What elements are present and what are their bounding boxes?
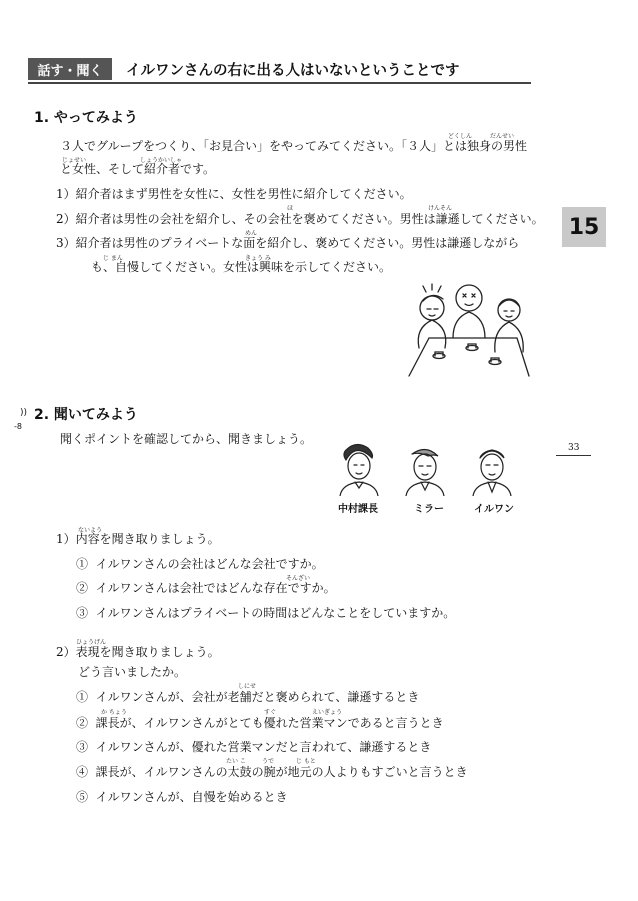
ruby-taiko: たい こ [226,758,246,765]
ruby-kyoumi: きょう み [245,255,271,262]
item-marker: ① [76,557,89,571]
page-number-rule [556,455,591,456]
track-number: -8 [14,422,22,431]
q2-item-5 [76,790,288,804]
character-label-miller: ミラー [414,504,444,515]
item-number: 2） [56,212,76,226]
item-marker: ① [76,690,89,704]
page-title: イルワンさんの右に出る人はいないということです [126,63,460,79]
item-text: イルワンさんが、自慢を始めるとき [95,790,288,804]
item-text: 紹介者は男性の会社を紹介し、その会社を褒めてください。男性は謙遜してください。 [75,212,544,226]
ruby-ho: ほ [287,205,294,212]
item-marker: ③ [76,606,89,620]
item-text: イルワンさんが、会社が老舗だと褒められて、謙遜するとき [95,690,420,704]
q1-item-3 [76,606,455,620]
ruby-eigyou: えいぎょう [312,709,343,716]
item-marker: ③ [76,740,89,754]
question-text: 表現を聞き取りましょう。 [75,645,220,659]
ruby-ude: うで [262,758,275,765]
item-text: 課長が、イルワンさんの太鼓の腕が地元の人よりもすごいと言うとき [95,765,468,779]
question-text: 内容を聞き取りましょう。 [75,532,220,546]
item-text: 課長が、イルワンさんがとても優れた営業マンであると言うとき [95,716,444,730]
item-number: 3） [56,236,76,250]
section1-heading: 1. やってみよう [34,110,138,126]
character-portraits [330,440,528,496]
ruby-sonzai: そんざい [286,575,311,582]
item-marker: ② [76,716,89,730]
item-marker: ④ [76,765,89,779]
q2-item-2 [76,716,444,730]
q1-item-2 [76,581,336,595]
section1-item-1 [56,187,412,201]
q2-item-1 [76,690,419,704]
item-marker: ② [76,581,89,595]
ruby-jiman: じ まん [103,255,123,262]
ruby-sugu: すぐ [264,709,277,716]
header-label: 話す・聞く [28,58,112,80]
section2-instruction: 聞くポイントを確認してから、聞きましょう。 [60,432,313,446]
question-1 [56,532,220,546]
question-2 [56,645,220,659]
item-text: イルワンさんの会社はどんな会社ですか。 [95,557,324,571]
meeting-illustration [405,276,533,386]
item-marker: ⑤ [76,790,89,804]
ruby-men: めん [245,230,258,237]
item-text: イルワンさんが、優れた営業マンだと言われて、謙遜するとき [95,740,432,754]
question-number: 2） [56,645,76,659]
ruby-josei: じょせい [62,157,87,164]
ruby-shinise: しにせ [238,683,257,690]
audio-icon: )) [20,408,28,418]
section1-item-2 [56,212,544,226]
ruby-dokushin: どくしん [448,133,473,140]
q2-item-3 [76,740,431,754]
question-number: 1） [56,532,76,546]
section1-item-3-continued: も、自慢してください。女性は興味を示してください。 [91,260,392,274]
ruby-kenson: けんそん [428,205,453,212]
section1-intro-line1: ３人でグループをつくり、「お見合い」をやってみてください。「３人」とは独身の男性 [60,139,528,153]
ruby-naiyou: ないよう [78,527,103,534]
item-number: 1） [56,187,76,201]
item-text: イルワンさんは会社ではどんな存在ですか。 [95,581,336,595]
section1-intro-line2: と女性、そして紹介者です。 [60,162,216,176]
item-text: 紹介者はまず男性を女性に、女性を男性に紹介してください。 [75,187,412,201]
section1-item-3 [56,236,519,250]
character-label-nakamura: 中村課長 [338,504,378,515]
header-bar [28,56,531,84]
unit-number-tab: 15 [562,207,606,247]
item-text: イルワンさんはプライベートの時間はどんなことをしていますか。 [95,606,456,620]
section2-heading: 2. 聞いてみよう [34,407,138,423]
ruby-shoukaisha: しょうかいしゃ [140,157,183,164]
ruby-hyougen: ひょうげん [76,639,107,646]
ruby-jimoto: じ もと [296,758,316,765]
character-label-irwan: イルワン [474,504,514,515]
q1-item-1 [76,557,324,571]
page-number: 33 [568,443,580,453]
q2-item-4 [76,765,468,779]
question-2-sub: どう言いましたか。 [78,665,187,679]
ruby-dansei: だんせい [490,133,515,140]
item-text: 紹介者は男性のプライベートな面を紹介し、褒めてください。男性は謙遜しながら [75,236,520,250]
ruby-kachou: か ちょう [101,709,127,716]
